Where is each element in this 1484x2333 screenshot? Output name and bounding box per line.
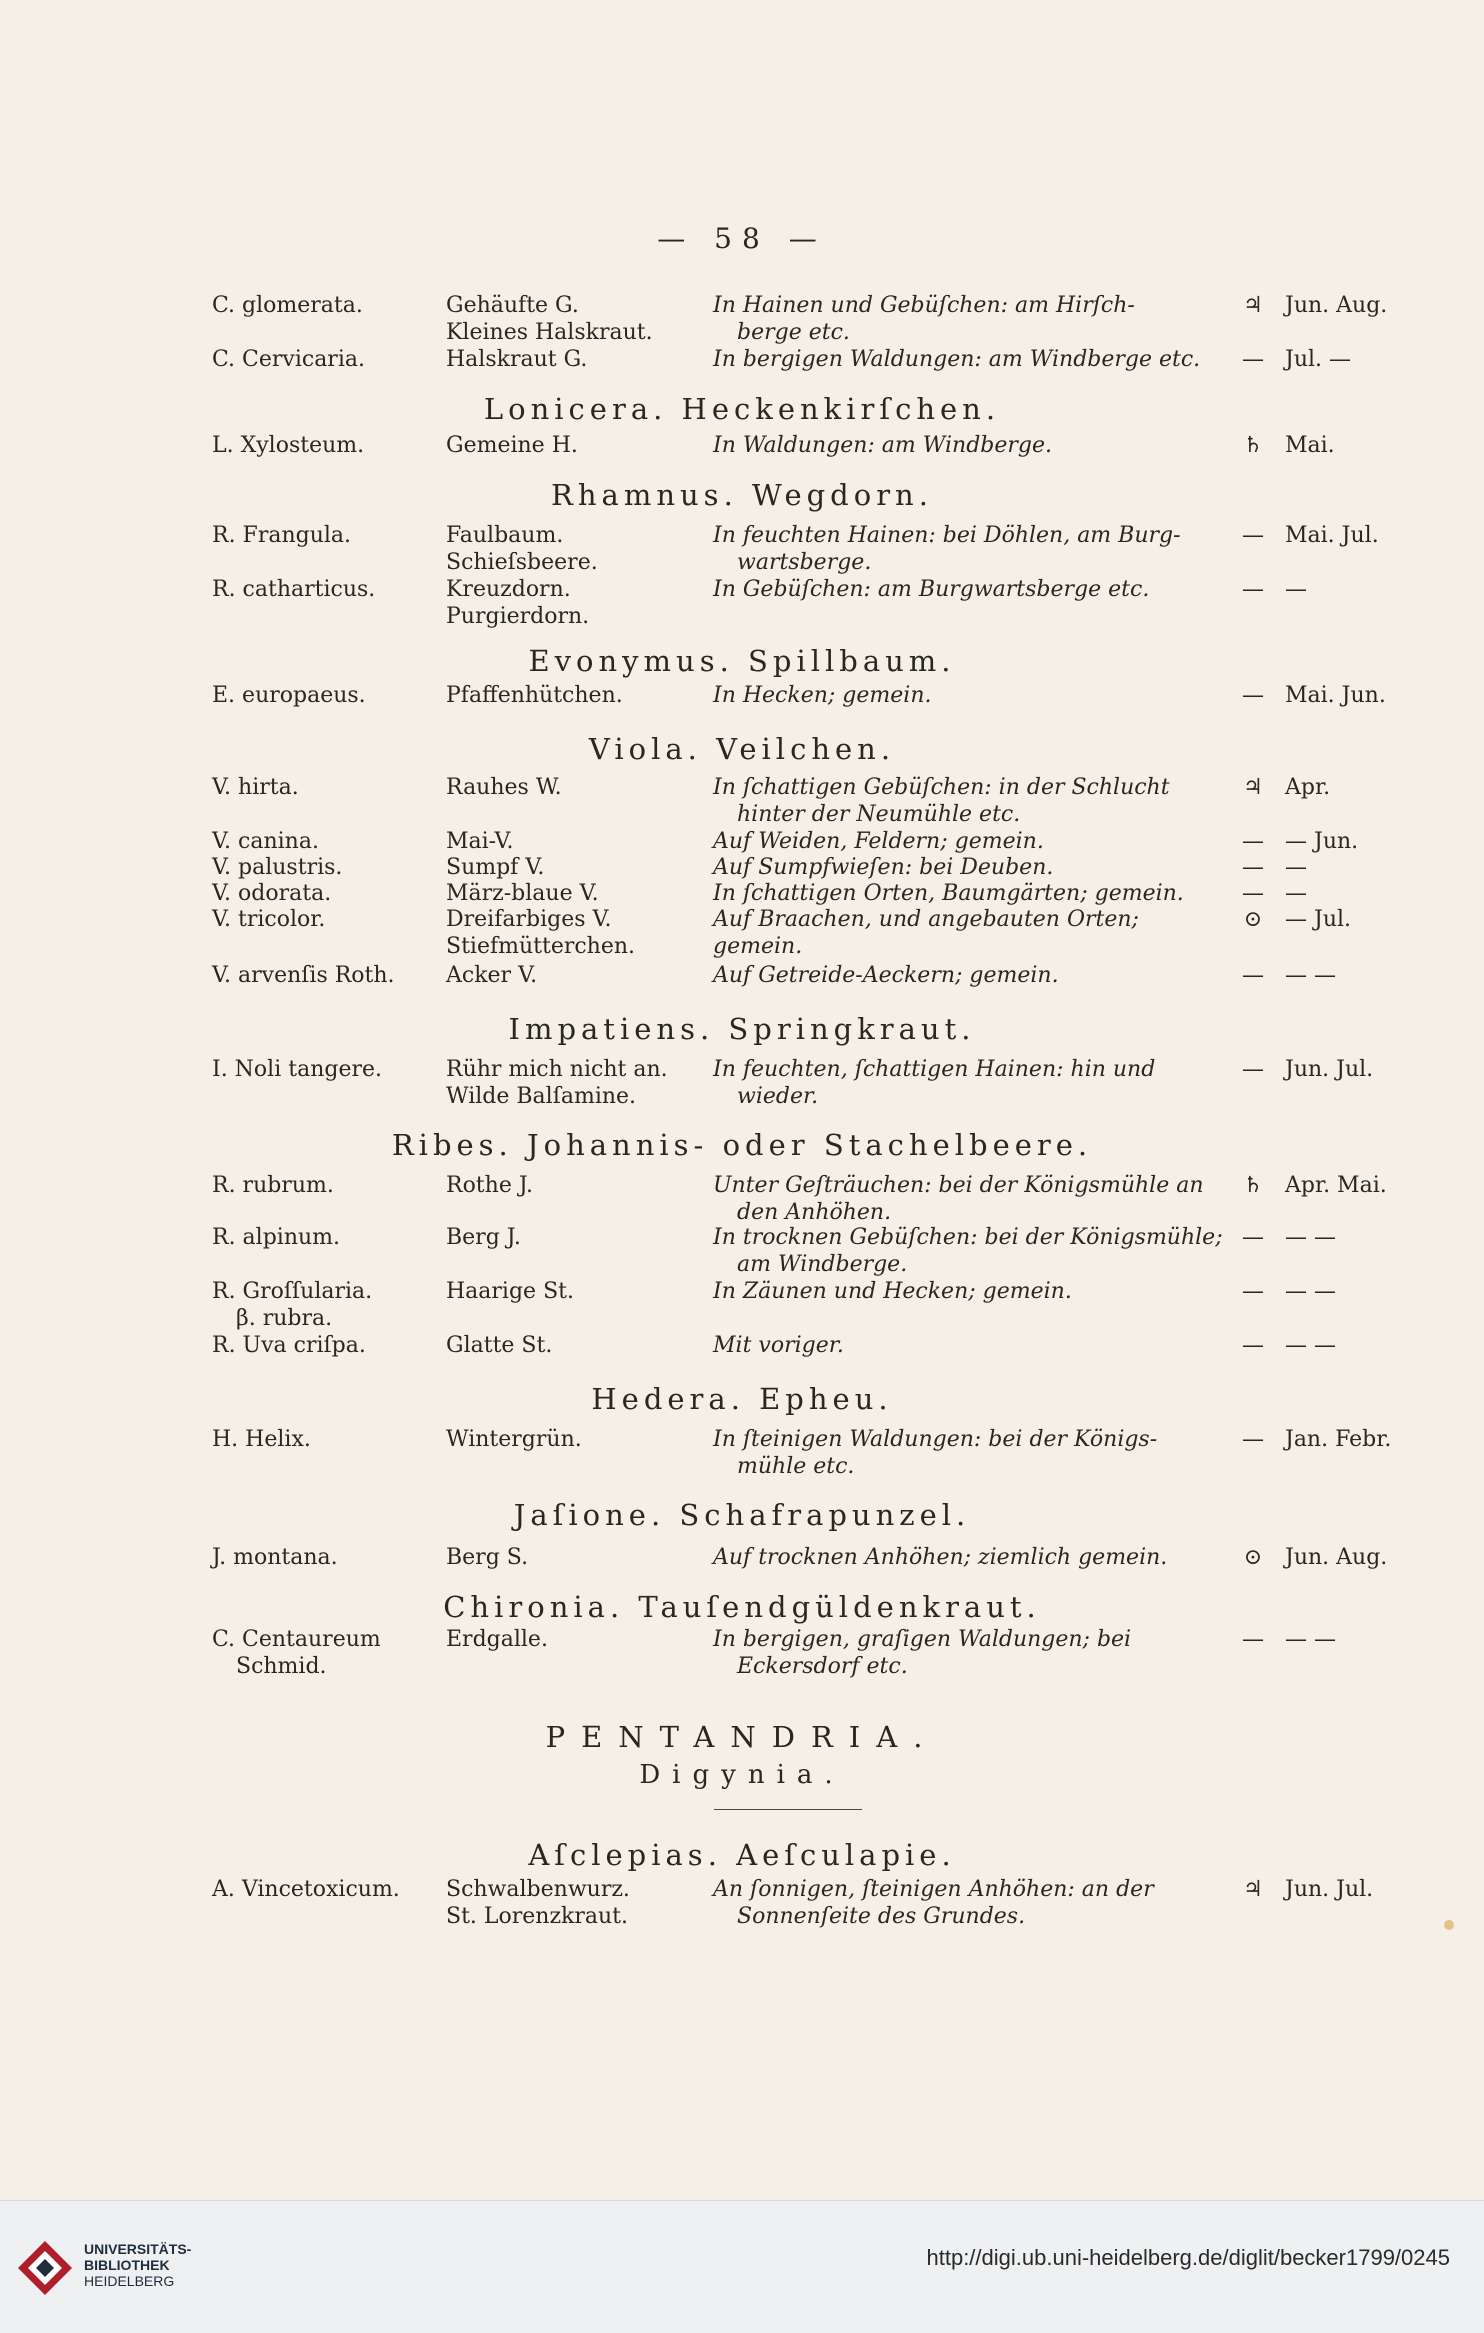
german-name — [446, 576, 711, 630]
german-name-line: Mai-V. — [446, 829, 514, 854]
flowering-time: Jun. Jul. — [1285, 1057, 1374, 1082]
latin-name-line: R. catharticus. — [212, 577, 376, 602]
latin-name-line: V. hirta. — [212, 775, 299, 800]
german-name-line: März-blaue V. — [446, 881, 599, 906]
habitat-line: Auf Sumpfwieſen: bei Deuben. — [713, 855, 1054, 880]
latin-name — [212, 1224, 442, 1251]
university-library-logo-icon — [14, 2237, 76, 2299]
german-name — [446, 292, 711, 346]
habitat-line: An ſonnigen, ſteinigen Anhöhen: an der — [713, 1877, 1154, 1902]
life-form-symbol: ⊙ — [1243, 907, 1263, 932]
german-name-line: Rauhes W. — [446, 775, 562, 800]
german-name — [446, 1278, 711, 1305]
latin-name-line: C. glomerata. — [212, 293, 363, 318]
habitat-line: berge etc. — [737, 320, 850, 345]
latin-name — [212, 522, 442, 549]
german-name-line: Purgierdorn. — [446, 604, 590, 629]
german-name-line: Wilde Balſamine. — [446, 1084, 637, 1109]
latin-name — [212, 1426, 442, 1453]
german-name — [446, 1876, 711, 1930]
page-number: — 58 — — [657, 222, 827, 255]
german-name-line: Pfaffenhütchen. — [446, 683, 623, 708]
life-form-symbol: — — [1242, 347, 1264, 372]
life-form-symbol: — — [1242, 1427, 1264, 1452]
german-name — [446, 880, 711, 907]
german-name — [446, 1626, 711, 1653]
habitat — [713, 828, 1227, 855]
flowering-time: — — [1285, 855, 1307, 880]
genus-heading: Impatiens. Springkraut. — [508, 1012, 976, 1046]
habitat-line: Mit voriger. — [713, 1333, 844, 1358]
genus-heading: Aſclepias. Aeſculapie. — [528, 1838, 956, 1872]
flowering-time: Apr. — [1285, 775, 1331, 800]
latin-name-line: V. arvenſis Roth. — [212, 963, 395, 988]
latin-name-line: R. alpinum. — [212, 1225, 341, 1250]
life-form-symbol: — — [1242, 577, 1264, 602]
german-name — [446, 1426, 711, 1453]
life-form-symbol: ♄ — [1243, 433, 1263, 458]
habitat-line: Auf Braachen, und angebauten Orten; gemein. — [713, 907, 1139, 959]
latin-name — [212, 346, 442, 373]
german-name-line: Kreuzdorn. — [446, 577, 571, 602]
german-name — [446, 1172, 711, 1199]
flowering-time: — — — [1285, 1225, 1336, 1250]
flowering-time: Jun. Aug. — [1285, 1545, 1388, 1570]
life-form-symbol: — — [1242, 1057, 1264, 1082]
habitat — [713, 292, 1227, 346]
german-name-line: Halskraut G. — [446, 347, 588, 372]
german-name — [446, 1544, 711, 1571]
latin-name — [212, 906, 442, 933]
habitat-line: In Zäunen und Hecken; gemein. — [713, 1279, 1072, 1304]
latin-name — [212, 1172, 442, 1199]
habitat — [713, 1626, 1227, 1680]
library-footer — [0, 2200, 1484, 2333]
latin-name-line: R. Frangula. — [212, 523, 352, 548]
habitat-line: Auf Weiden, Feldern; gemein. — [713, 829, 1044, 854]
habitat-line: wieder. — [737, 1084, 819, 1109]
latin-name-line: C. Cervicaria. — [212, 347, 365, 372]
habitat-line: In Gebüſchen: am Burgwartsberge etc. — [713, 577, 1150, 602]
latin-name-line: V. tricolor. — [212, 907, 326, 932]
latin-name — [212, 828, 442, 855]
german-name — [446, 1224, 711, 1251]
habitat — [713, 906, 1227, 960]
genus-heading: Ribes. Johannis- oder Stachelbeere. — [391, 1128, 1093, 1162]
flowering-time: — — [1285, 577, 1307, 602]
life-form-symbol: — — [1242, 1225, 1264, 1250]
habitat — [713, 774, 1227, 828]
habitat — [713, 432, 1227, 459]
latin-name — [212, 1056, 442, 1083]
german-name-line: Sumpf V. — [446, 855, 545, 880]
flowering-time: Mai. Jun. — [1285, 683, 1386, 708]
habitat-line: Sonnenſeite des Grundes. — [737, 1904, 1026, 1929]
genus-heading: Jaſione. Schafrapunzel. — [513, 1498, 971, 1532]
latin-name-line: Schmid. — [236, 1654, 327, 1679]
german-name-line: Gehäufte G. — [446, 293, 579, 318]
habitat-line: In trocknen Gebüſchen: bei der Königsmühle; — [713, 1225, 1223, 1250]
habitat-line: mühle etc. — [737, 1454, 855, 1479]
latin-name — [212, 292, 442, 319]
life-form-symbol: — — [1242, 829, 1264, 854]
life-form-symbol: — — [1242, 855, 1264, 880]
german-name-line: Rühr mich nicht an. — [446, 1057, 668, 1082]
habitat — [713, 880, 1227, 907]
german-name — [446, 906, 711, 960]
life-form-symbol: — — [1242, 881, 1264, 906]
habitat — [713, 1544, 1227, 1571]
latin-name-line: β. rubra. — [236, 1306, 333, 1331]
latin-name — [212, 774, 442, 801]
section-divider — [714, 1809, 862, 1810]
latin-name — [212, 1332, 442, 1359]
german-name-line: Kleines Halskraut. — [446, 320, 653, 345]
german-name — [446, 1332, 711, 1359]
flowering-time: — — — [1285, 963, 1336, 988]
latin-name — [212, 854, 442, 881]
german-name-line: Schwalbenwurz. — [446, 1877, 630, 1902]
habitat-line: In bergigen Waldungen: am Windberge etc. — [713, 347, 1201, 372]
latin-name-line: E. europaeus. — [212, 683, 366, 708]
habitat-line: In feuchten, ſchattigen Hainen: hin und — [713, 1057, 1156, 1082]
latin-name-line: I. Noli tangere. — [212, 1057, 382, 1082]
german-name — [446, 522, 711, 576]
german-name — [446, 682, 711, 709]
class-heading: PENTANDRIA. — [545, 1720, 939, 1754]
german-name — [446, 1056, 711, 1110]
order-heading: Digynia. — [639, 1760, 845, 1790]
german-name-line: Glatte St. — [446, 1333, 553, 1358]
life-form-symbol: ⊙ — [1243, 1545, 1263, 1570]
life-form-symbol: — — [1242, 1279, 1264, 1304]
habitat — [713, 1426, 1227, 1480]
habitat-line: In ſteinigen Waldungen: bei der Königs- — [713, 1427, 1158, 1452]
habitat-line: In ſchattigen Orten, Baumgärten; gemein. — [713, 881, 1184, 906]
habitat — [713, 1876, 1227, 1930]
library-name — [84, 2241, 191, 2289]
german-name-line: Berg S. — [446, 1545, 529, 1570]
life-form-symbol: — — [1242, 963, 1264, 988]
life-form-symbol: — — [1242, 523, 1264, 548]
german-name-line: Faulbaum. — [446, 523, 564, 548]
habitat-line: In Waldungen: am Windberge. — [713, 433, 1053, 458]
german-name — [446, 962, 711, 989]
life-form-symbol: ♄ — [1243, 1173, 1263, 1198]
habitat-line: den Anhöhen. — [737, 1200, 892, 1225]
life-form-symbol: — — [1242, 683, 1264, 708]
latin-name-line: R. Groſſularia. — [212, 1279, 373, 1304]
habitat-line: am Windberge. — [737, 1252, 908, 1277]
library-name-line-1: UNIVERSITÄTS- — [84, 2241, 192, 2257]
paper-stain — [1444, 1920, 1454, 1930]
flowering-time: — — — [1285, 1279, 1336, 1304]
german-name — [446, 854, 711, 881]
latin-name — [212, 962, 442, 989]
latin-name — [212, 576, 442, 603]
habitat-line: Eckersdorf etc. — [737, 1654, 908, 1679]
latin-name-line: V. canina. — [212, 829, 319, 854]
flowering-time: — Jul. — [1285, 907, 1352, 932]
habitat — [713, 1172, 1227, 1226]
latin-name — [212, 682, 442, 709]
life-form-symbol: ♃ — [1243, 293, 1263, 318]
latin-name-line: V. palustris. — [212, 855, 343, 880]
genus-heading: Rhamnus. Wegdorn. — [551, 478, 933, 512]
habitat — [713, 682, 1227, 709]
latin-name-line: H. Helix. — [212, 1427, 311, 1452]
genus-heading: Evonymus. Spillbaum. — [528, 644, 956, 678]
latin-name-line: C. Centaureum — [212, 1627, 381, 1652]
german-name-line: Dreifarbiges V. — [446, 907, 612, 932]
flowering-time: — Jun. — [1285, 829, 1359, 854]
german-name — [446, 774, 711, 801]
habitat-line: hinter der Neumühle etc. — [737, 802, 1021, 827]
latin-name-line: R. Uva criſpa. — [212, 1333, 366, 1358]
latin-name — [212, 1544, 442, 1571]
flowering-time: Jul. — — [1285, 347, 1352, 372]
habitat-line: In ſchattigen Gebüſchen: in der Schlucht — [713, 775, 1170, 800]
habitat — [713, 1224, 1227, 1278]
habitat-line: wartsberge. — [737, 550, 872, 575]
source-url[interactable]: http://digi.ub.uni-heidelberg.de/diglit/becker1799/0245 — [926, 2245, 1450, 2270]
flowering-time: Jan. Febr. — [1285, 1427, 1392, 1452]
library-name-line-2: BIBLIOTHEK — [84, 2257, 170, 2273]
german-name-line: Rothe J. — [446, 1173, 533, 1198]
habitat — [713, 522, 1227, 576]
flowering-time: Jun. Aug. — [1285, 293, 1388, 318]
latin-name — [212, 432, 442, 459]
german-name — [446, 828, 711, 855]
german-name-line: Stiefmütterchen. — [446, 934, 636, 959]
flowering-time: Mai. — [1285, 433, 1335, 458]
german-name — [446, 346, 711, 373]
genus-heading: Chironia. Tauſendgüldenkraut. — [443, 1590, 1041, 1624]
habitat — [713, 1278, 1227, 1305]
habitat-line: In feuchten Hainen: bei Döhlen, am Burg- — [713, 523, 1181, 548]
habitat — [713, 962, 1227, 989]
latin-name — [212, 1626, 442, 1680]
latin-name-line: A. Vincetoxicum. — [212, 1877, 400, 1902]
habitat-line: In Hainen und Gebüſchen: am Hirſch- — [713, 293, 1135, 318]
habitat — [713, 576, 1227, 603]
habitat-line: In bergigen, graſigen Waldungen; bei — [713, 1627, 1132, 1652]
habitat — [713, 854, 1227, 881]
german-name-line: Berg J. — [446, 1225, 521, 1250]
habitat-line: In Hecken; gemein. — [713, 683, 932, 708]
habitat-line: Auf trocknen Anhöhen; ziemlich gemein. — [713, 1545, 1168, 1570]
flowering-time: Jun. Jul. — [1285, 1877, 1374, 1902]
german-name-line: St. Lorenzkraut. — [446, 1904, 629, 1929]
life-form-symbol: ♃ — [1243, 775, 1263, 800]
flowering-time: — — [1285, 881, 1307, 906]
german-name-line: Wintergrün. — [446, 1427, 582, 1452]
library-name-line-3: HEIDELBERG — [84, 2273, 175, 2289]
habitat-line: Unter Geſträuchen: bei der Königsmühle an — [713, 1173, 1204, 1198]
flowering-time: Apr. Mai. — [1285, 1173, 1387, 1198]
flowering-time: — — — [1285, 1627, 1336, 1652]
habitat-line: Auf Getreide-Aeckern; gemein. — [713, 963, 1059, 988]
german-name-line: Gemeine H. — [446, 433, 578, 458]
latin-name-line: J. montana. — [212, 1545, 338, 1570]
german-name — [446, 432, 711, 459]
latin-name — [212, 1876, 442, 1903]
german-name-line: Acker V. — [446, 963, 538, 988]
flowering-time: — — — [1285, 1333, 1336, 1358]
habitat — [713, 1056, 1227, 1110]
latin-name-line: L. Xylosteum. — [212, 433, 365, 458]
flowering-time: Mai. Jul. — [1285, 523, 1379, 548]
genus-heading: Viola. Veilchen. — [588, 732, 896, 766]
latin-name-line: V. odorata. — [212, 881, 332, 906]
latin-name — [212, 880, 442, 907]
german-name-line: Schieſsbeere. — [446, 550, 598, 575]
habitat — [713, 346, 1227, 373]
genus-heading: Hedera. Epheu. — [591, 1382, 893, 1416]
latin-name-line: R. rubrum. — [212, 1173, 334, 1198]
german-name-line: Erdgalle. — [446, 1627, 548, 1652]
habitat — [713, 1332, 1227, 1359]
life-form-symbol: — — [1242, 1627, 1264, 1652]
life-form-symbol: ♃ — [1243, 1877, 1263, 1902]
life-form-symbol: — — [1242, 1333, 1264, 1358]
latin-name — [212, 1278, 442, 1332]
genus-heading: Lonicera. Heckenkirſchen. — [483, 392, 1001, 426]
german-name-line: Haarige St. — [446, 1279, 574, 1304]
